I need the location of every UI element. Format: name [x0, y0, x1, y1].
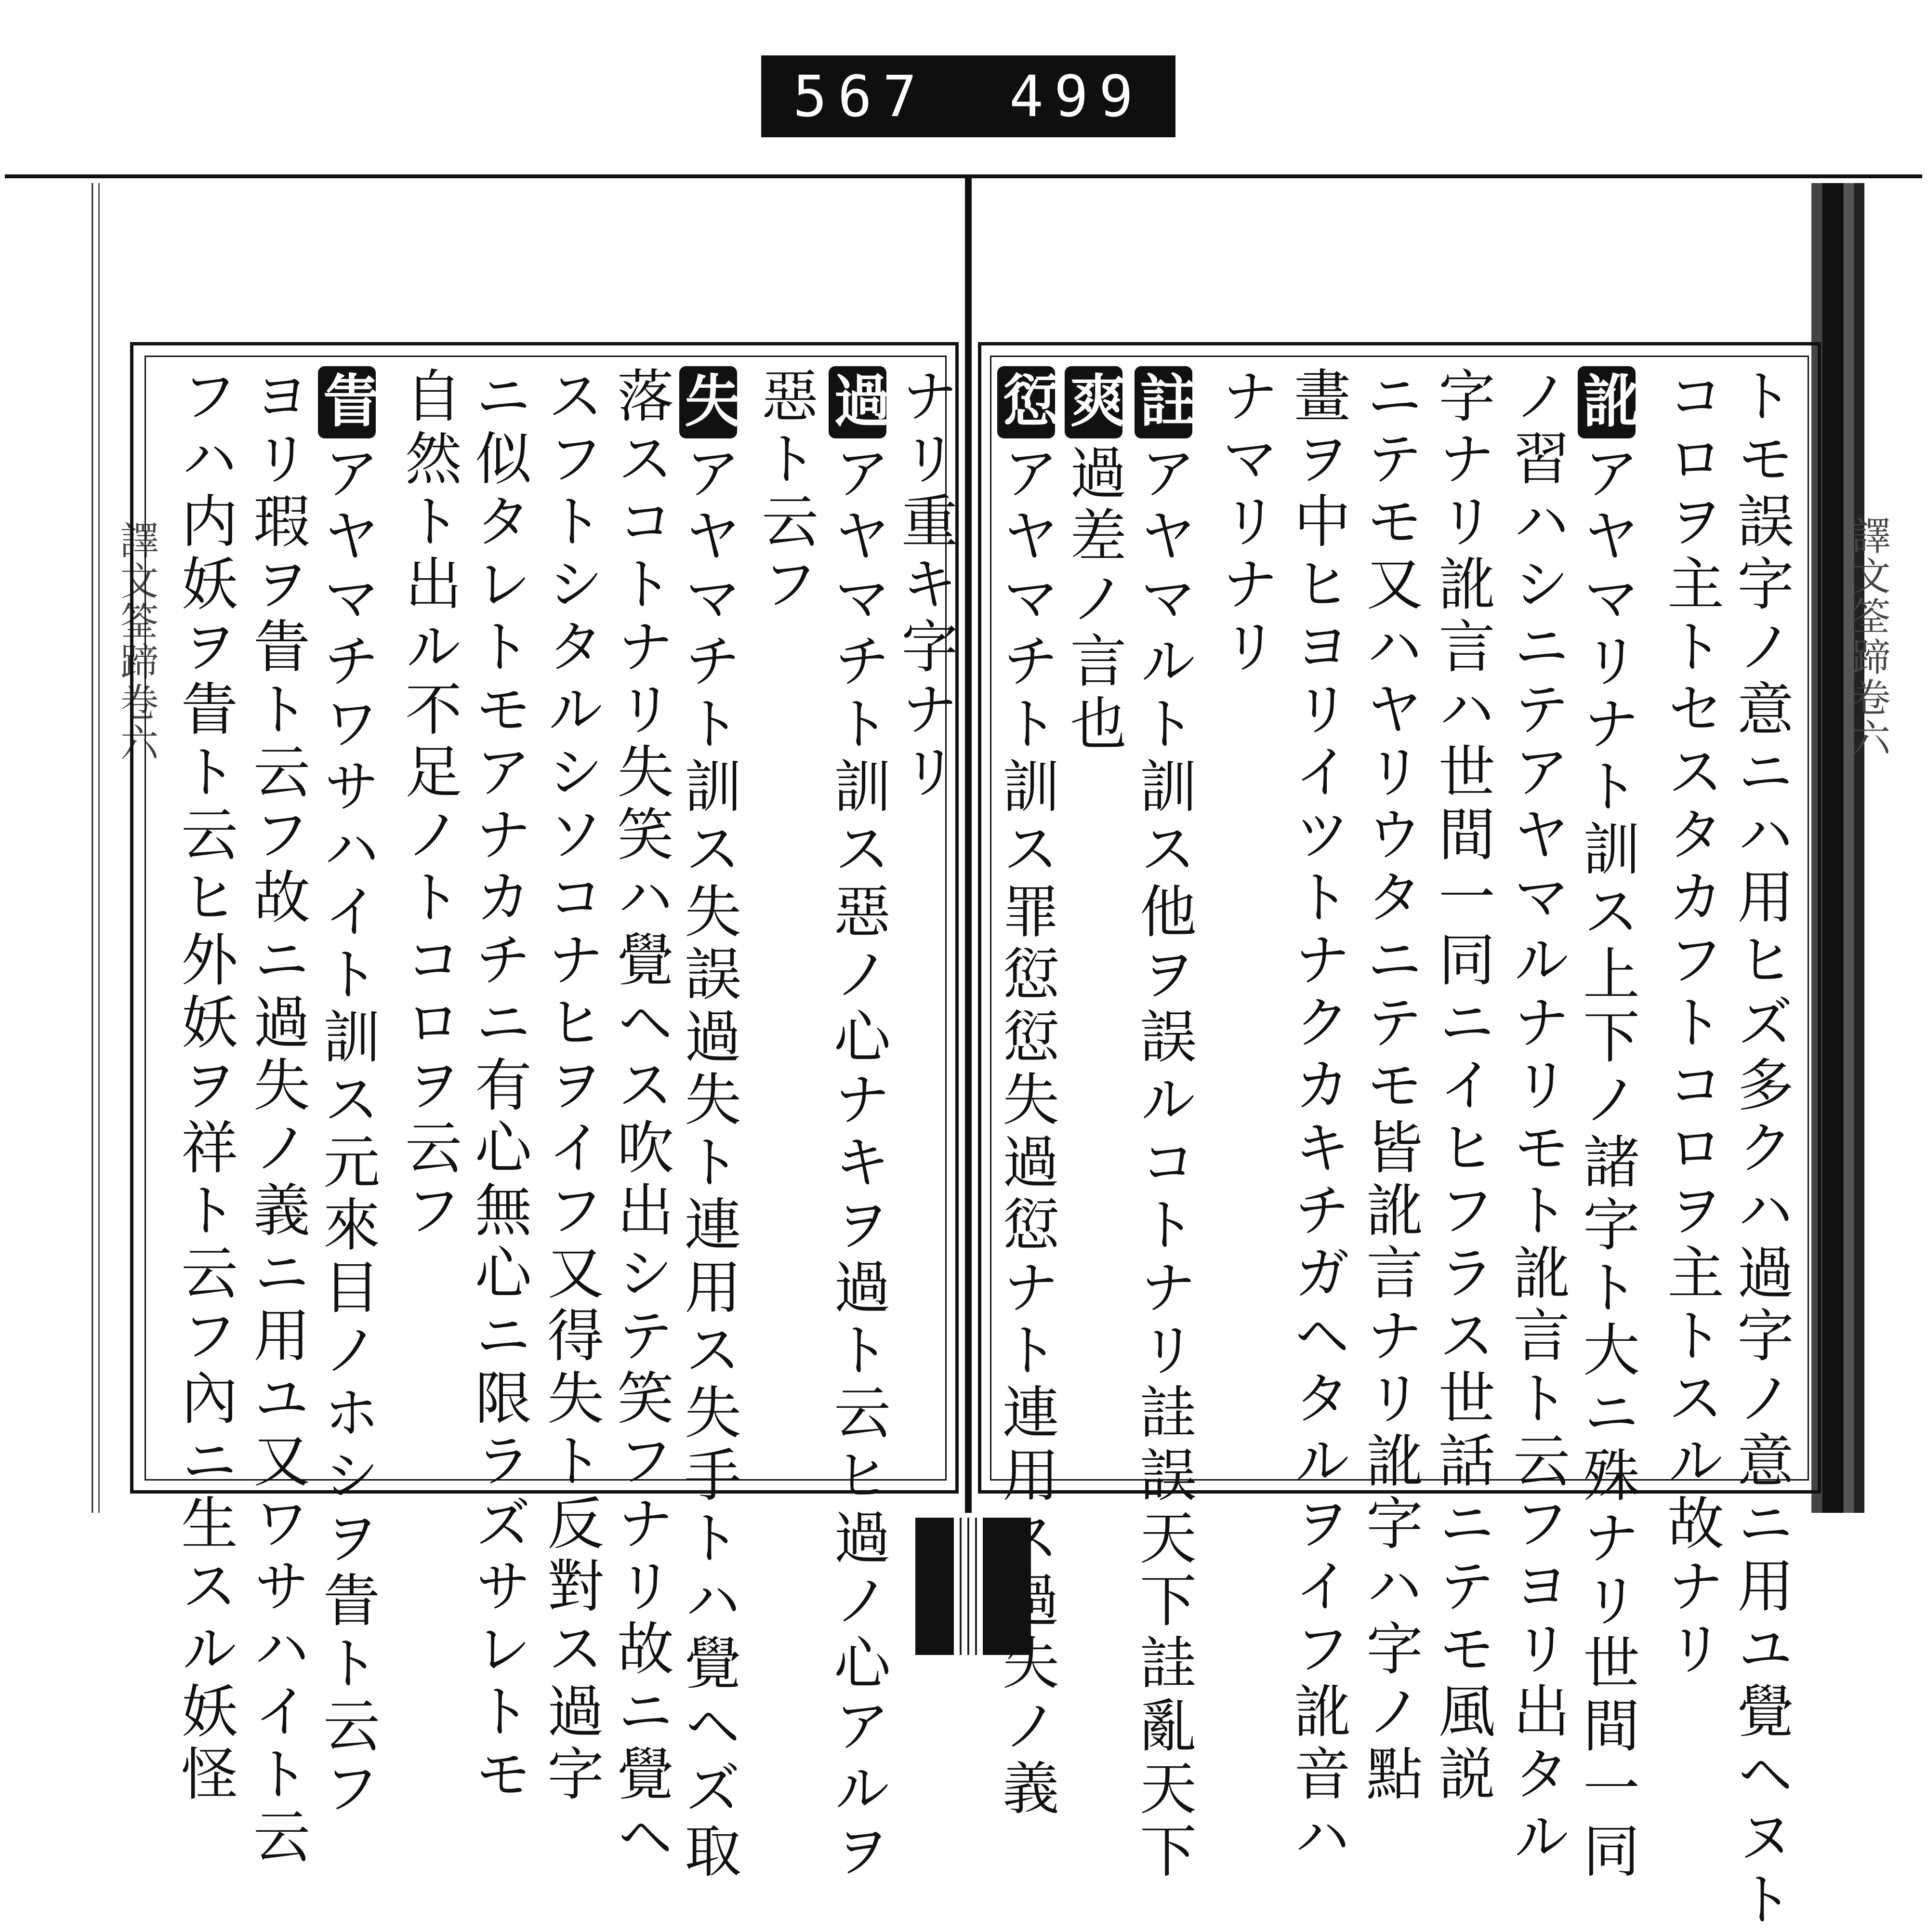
catalogue-number-right: 499 [1009, 63, 1144, 130]
column-text: アヤマリナト訓ス上下ノ諸字ト大ニ殊ナリ世間一同 [1573, 443, 1640, 1884]
column-text: コロヲ主トセスタカフトコロヲ主トスル故ナリ [1658, 366, 1724, 1681]
left-page-column [752, 366, 818, 617]
column-text: ノ習ハシニテアヤマルナリモト訛言ト云フヨリ出タル [1504, 366, 1570, 1869]
entry-head: 愆 [997, 366, 1055, 438]
right-page-column [1357, 366, 1423, 1807]
right-page-column [1130, 366, 1197, 1884]
entry-head: 過 [829, 366, 886, 438]
column-text: アヤマチワサハイト訓ス元來目ノホシヲ眚ト云フ [314, 443, 380, 1821]
left-page-column [172, 366, 238, 1807]
book-top-edge [5, 174, 1922, 178]
right-page-column [1284, 366, 1351, 1869]
column-text: 過差ノ言也 [1060, 443, 1127, 756]
column-text: アヤマチト訓ス惡ノ心ナキヲ過ト云ヒ過ノ心アルヲ [824, 443, 891, 1884]
column-text: 畫ヲ中ヒヨリイツトナクカキチガヘタルヲイフ訛音ハ [1284, 366, 1351, 1869]
entry-head: 爽 [1065, 366, 1122, 438]
entry-head: 失 [679, 366, 737, 438]
right-page-column [1658, 366, 1724, 1681]
column-text: フハ内妖ヲ眚ト云ヒ外妖ヲ祥ト云フ內ニ生スル妖怪 [172, 366, 238, 1807]
entry-head: 註 [1135, 366, 1192, 438]
column-text: アヤマチト訓ス失誤過失ト連用ス失手トハ覺ヘズ取 [675, 443, 741, 1884]
column-text: ナリ重キ字ナリ [892, 366, 958, 805]
column-text: トモ誤字ノ意ニハ用ヒズ多クハ過字ノ意ニ用ユ覺ヘヌト [1728, 366, 1794, 1932]
column-text: 自然ト出ル不足ノトコロヲ云フ [396, 366, 462, 1243]
spine-binding-stitch [954, 1518, 983, 1655]
right-page-column [1504, 366, 1570, 1869]
column-text: 惡ト云フ [752, 366, 818, 617]
left-page-column [465, 366, 532, 1807]
catalogue-number-left: 567 [792, 63, 927, 130]
right-page-column [1060, 366, 1127, 756]
column-text: ニ似タレトモアナカチニ有心無心ニ限ラズサレトモ [465, 366, 532, 1807]
column-text: アヤマルト訓ス他ヲ誤ルコトナリ詿誤天下詿亂天下 [1130, 443, 1197, 1884]
column-text: ヨリ瑕ヲ眚ト云フ故ニ過失ノ義ニ用ユ又ワサハイト云 [244, 366, 310, 1869]
book-spine [965, 178, 972, 1513]
right-page-column [1429, 366, 1495, 1807]
right-page-column [1573, 366, 1640, 1884]
entry-head: 眚 [318, 366, 376, 438]
left-page-column [538, 366, 604, 1807]
left-book-edge [87, 183, 111, 1513]
entry-head: 訛 [1578, 366, 1636, 438]
right-gutter-title: 譯文筌蹄卷六 [1846, 516, 1890, 758]
left-gutter-title: 譯文筌蹄卷六 [114, 520, 158, 763]
column-text: 字ナリ訛言ハ世間一同ニイヒフラス世話ニテモ風説 [1429, 366, 1495, 1807]
left-page-column [675, 366, 742, 1884]
left-page-column [244, 366, 310, 1869]
left-page-column [824, 366, 891, 1884]
catalogue-number-plate [761, 55, 1175, 137]
right-page-column [1728, 366, 1794, 1932]
left-page-column [892, 366, 958, 805]
column-text: アヤマチト訓ス罪愆愆失過愆ナト連用ス過失ノ義 [993, 443, 1059, 1821]
left-page-column [396, 366, 462, 1243]
column-text: スフトシタルシソコナヒヲイフ又得失ト反對ス過字 [538, 366, 604, 1807]
right-page-column [1212, 366, 1279, 679]
column-text: 落スコトナリ失笑ハ覺ヘス吹出シテ笑フナリ故ニ覺ヘ [607, 366, 674, 1869]
right-page-column [993, 366, 1060, 1821]
left-page-column [314, 366, 381, 1821]
column-text: ナマリナリ [1212, 366, 1279, 679]
left-page-column [607, 366, 674, 1869]
column-text: ニテモ又ハヤリウタニテモ皆訛言ナリ訛字ハ字ノ點 [1357, 366, 1423, 1807]
